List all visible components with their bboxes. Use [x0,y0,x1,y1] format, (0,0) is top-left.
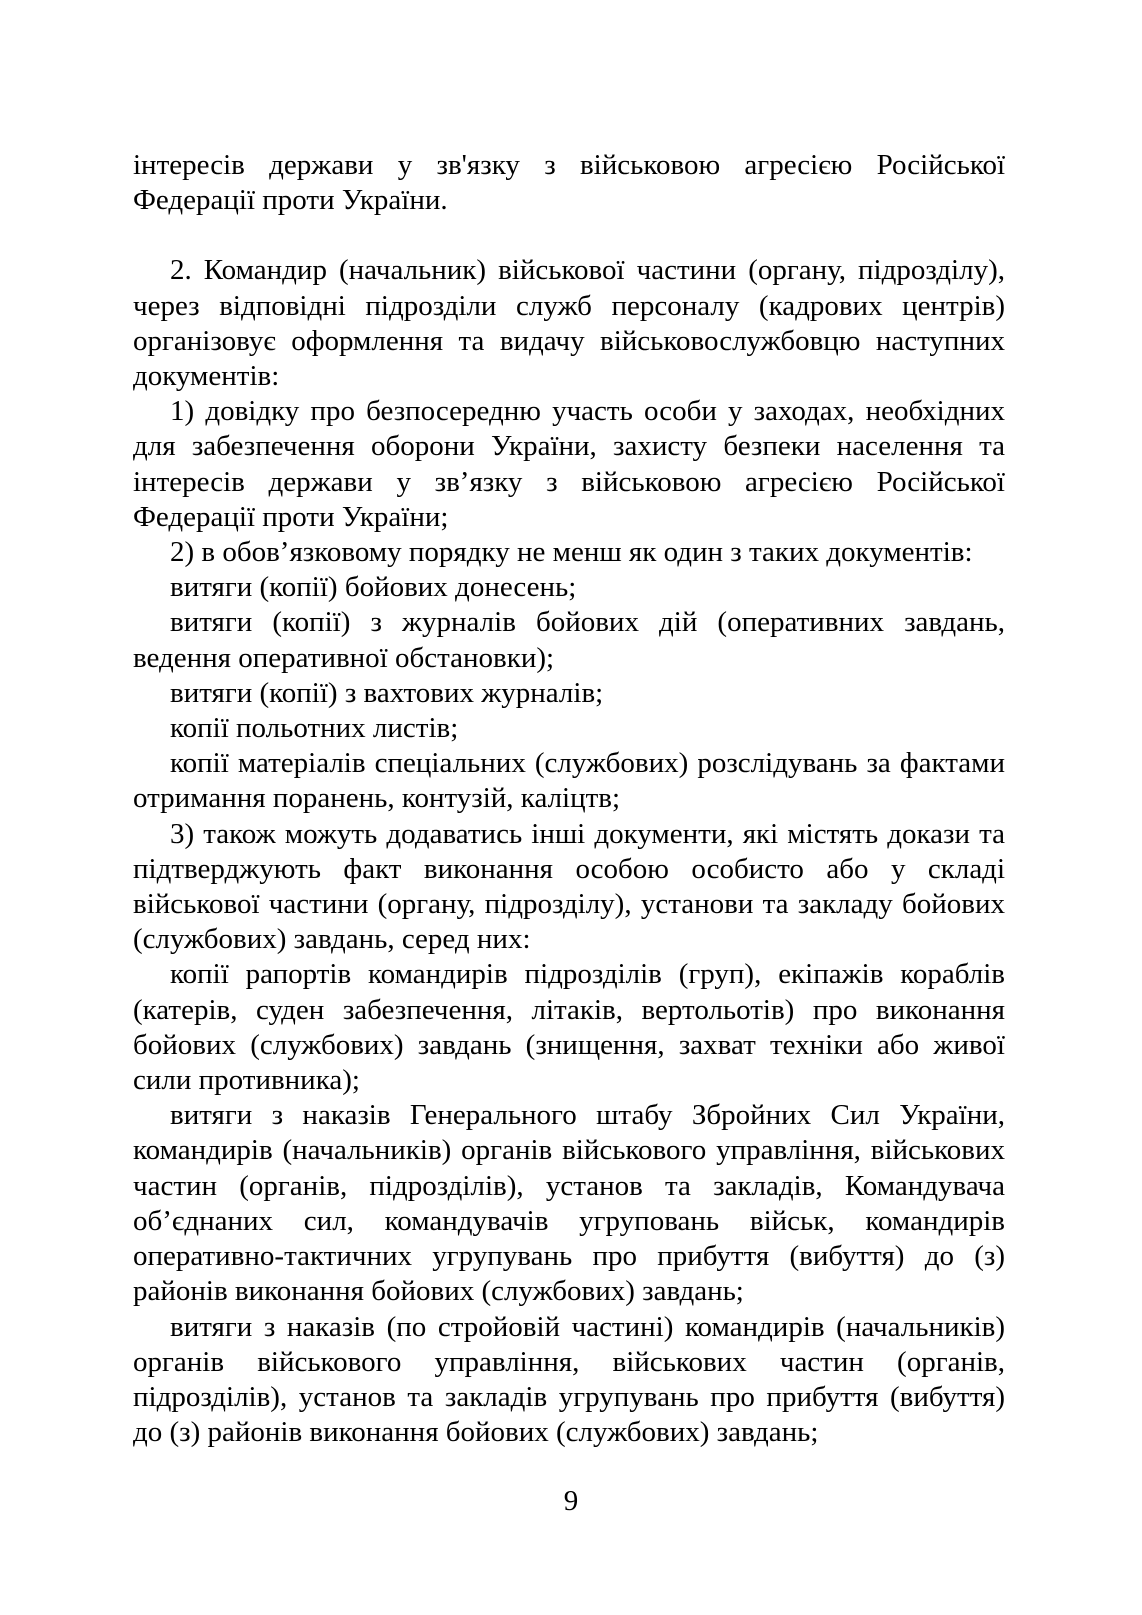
paragraph-list-entry: витяги з наказів (по стройовій частині) командирів (начальників) органів військового управління, військових частин (органів, підрозділів), установ та закладів угрупувань про прибуття (вибуття) до (з) районів виконання бойових (службових) завдань; [133,1310,1005,1449]
paragraph-list-entry: копії матеріалів спеціальних (службових) розслідувань за фактами отримання поранень, контузій, каліцтв; [133,747,1005,815]
paragraph-list-entry: витяги (копії) з вахтових журналів; [170,676,604,709]
paragraph-list-entry: витяги (копії) бойових донесень; [170,571,577,604]
paragraph-list-entry: копії рапортів командирів підрозділів (груп), екіпажів кораблів (катерів, суден забезпечення, літаків, вертольотів) про виконання бойових (службових) завдань (знищення, захват техніки або живої сили противника); [133,958,1005,1097]
paragraph-subitem-1: 1) довідку про безпосередню участь особи у заходах, необхідних для забезпечення оборони України, захисту безпеки населення та інтересів держави у зв’язку з військовою агресією Російської Федерації проти України; [133,395,1005,533]
paragraph-list-entry: витяги (копії) з журналів бойових дій (оперативних завдань, ведення оперативної обстановки); [133,606,1005,674]
paragraph-list-entry: копії польотних листів; [170,712,459,745]
document-body [133,148,1005,1450]
paragraph-list-entry: витяги з наказів Генерального штабу Збройних Сил України, командирів (начальників) органів військового управління, військових частин (органів, підрозділів), установ та закладів, Командувача об’єднаних сил, командувачів угруповань військ, командирів оперативно-тактичних угрупувань про прибуття (вибуття) до (з) районів виконання бойових (службових) завдань; [133,1099,1005,1308]
paragraph-subitem-3: 3) також можуть додаватись інші документи, які містять докази та підтверджують факт виконання особою особисто або у складі військової частини (органу, підрозділу), установи та закладу бойових (службових) завдань, серед них: [133,817,1005,956]
paragraph-subitem-2: 2) в обов’язковому порядку не менш як один з таких документів: [170,536,973,569]
paragraph-item-2-intro: 2. Командир (начальник) військової частини (органу, підрозділу), через відповідні підрозділи служб персоналу (кадрових центрів) організовує оформлення та видачу військовослужбовцю наступних документів: [133,254,1005,393]
paragraph-continuation: інтересів держави у зв'язку з військовою агресією Російської Федерації проти України. [133,149,1005,217]
page-number: 9 [563,1485,579,1517]
